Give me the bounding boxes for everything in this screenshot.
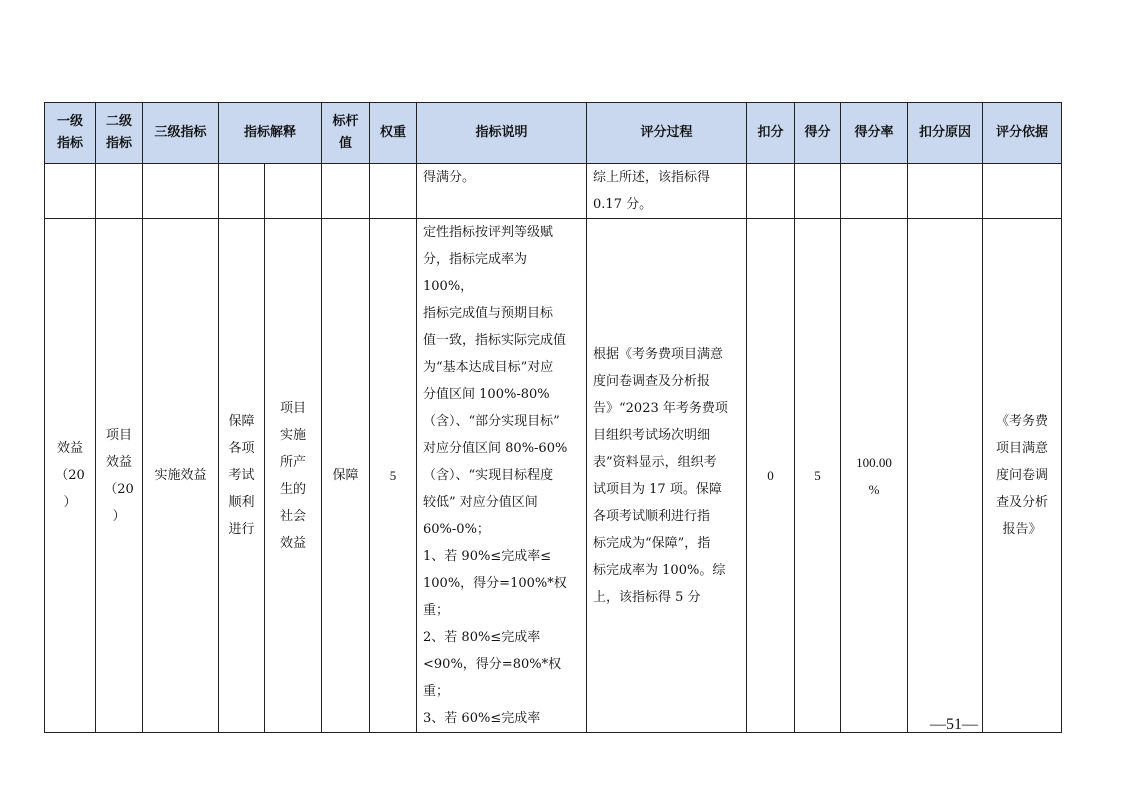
rate-cell: 100.00 % [841,219,908,733]
header-reason: 扣分原因 [908,103,983,164]
weight-cell: 5 [370,219,417,733]
basis-cell: 《考务费 项目满意 度问卷调 查及分析 报告》 [983,219,1062,733]
header-score: 得分 [795,103,841,164]
level3-cell: 实施效益 [143,219,219,733]
process-cell: 综上所述，该指标得 0.17 分。 [587,164,747,219]
evaluation-table [44,102,1062,733]
header-deduct: 扣分 [747,103,795,164]
explain-b-cell: 项目 实施 所产 生的 社会 效益 [265,219,322,733]
table-row [45,164,1062,219]
header-weight: 权重 [370,103,417,164]
header-rate: 得分率 [841,103,908,164]
table-row [45,219,1062,733]
description-cell: 得满分。 [417,164,587,219]
header-level3: 三级指标 [143,103,219,164]
header-level1: 一级 指标 [45,103,96,164]
header-description: 指标说明 [417,103,587,164]
score-cell: 5 [795,219,841,733]
header-basis: 评分依据 [983,103,1062,164]
deduct-cell: 0 [747,219,795,733]
header-explain: 指标解释 [219,103,322,164]
header-benchmark: 标杆 值 [322,103,370,164]
process-cell: 根据《考务费项目满意 度问卷调查及分析报 告》“2023 年考务费项 目组织考试场次明细 表”资料显示，组织考 试项目为 17 项。保障 各项考试顺利进行指 标完成为“保障”，指 标完成率为 100%。综 上，该指标得 5 分 [587,219,747,733]
description-cell: 定性指标按评判等级赋 分，指标完成率为 100%， 指标完成值与预期目标 值一致，指标实际完成值 为“基本达成目标”对应 分值区间 100%-80% （含）、“部分实现目标” 对应分值区间 80%-60% （含）、“实现目标程度 较低” 对应分值区间 60%-0%； 1、若 90%≤完成率≤ 100%，得分=100%*权 重； 2、若 80%≤完成率 <90%，得分=80%*权重； 3、若 60%≤完成率 [417,219,587,733]
reason-cell [908,219,983,733]
header-level2: 二级 指标 [96,103,143,164]
header-row [45,103,1062,164]
benchmark-cell: 保障 [322,219,370,733]
page-number: —51— [930,716,978,733]
level2-cell: 项目 效益 （20 ） [96,219,143,733]
explain-a-cell: 保障 各项 考试 顺利 进行 [219,219,265,733]
header-process: 评分过程 [587,103,747,164]
level1-cell: 效益 （20 ） [45,219,96,733]
